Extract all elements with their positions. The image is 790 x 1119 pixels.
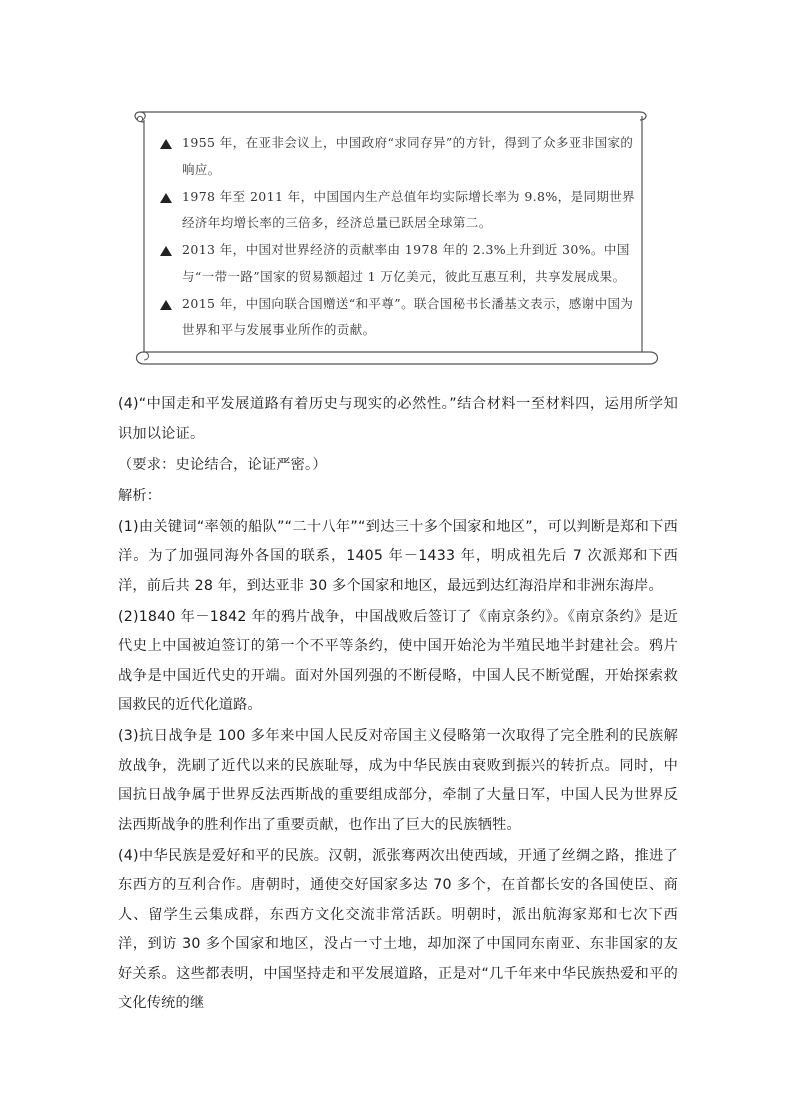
scroll-item (158, 291, 636, 344)
question-requirement: （要求：史论结合，论证严密。） (118, 456, 327, 473)
analysis-heading: 解析： (118, 487, 162, 504)
analysis-paragraph: (4)中华民族是爱好和平的民族。汉朝，派张骞两次出使西域，开通了丝绸之路，推进了东西方的互利合作。唐朝时，通使交好国家多达 70 多个，在首都长安的各国使臣、商人、留学生云集成群，东西方文化交流非常活跃。明朝时，派出航海家郑和七次下西洋，到访 30 多个国家和地区，没占一寸土地，却加深了中国同东南亚、东非国家的友好关系。这些都表明，中国坚持走和平发展道路，正是对“几千年来中华民族热爱和平的文化传统的继 (118, 847, 678, 1011)
scroll-item (158, 184, 636, 237)
material-scroll-box (130, 108, 660, 370)
triangle-bullet-icon (160, 300, 172, 310)
scroll-item-text: 1978 年至 2011 年，中国国内生产总值年均实际增长率为 9.8%，是同期世界经济年均增长率的三倍多，经济总量已跃居全球第二。 (182, 188, 636, 230)
scroll-item-text: 2013 年，中国对世界经济的贡献率由 1978 年的 2.3%上升到近 30%。中国与“一带一路”国家的贸易额超过 1 万亿美元，彼此互惠互利，共享发展成果。 (182, 242, 630, 284)
scroll-item (158, 237, 636, 290)
question-prompt: (4)“中国走和平发展道路有着历史与现实的必然性。”结合材料一至材料四，运用所学知识加以论证。 (118, 396, 678, 442)
scroll-item (158, 130, 636, 183)
analysis-paragraph: (1)由关键词“率领的船队”“二十八年”“到达三十多个国家和地区”，可以判断是郑和下西洋。为了加强同海外各国的联系，1405 年－1433 年，明成祖先后 7 次派郑和下西洋，前后共 28 年，到达亚非 30 多个国家和地区，最远到达红海沿岸和非洲东海岸。 (118, 518, 678, 594)
analysis-paragraph: (2)1840 年－1842 年的鸦片战争，中国战败后签订了《南京条约》。《南京条约》是近代史上中国被迫签订的第一个不平等条约，使中国开始沦为半殖民地半封建社会。鸦片战争是中国近代史的开端。面对外国列强的不断侵略，中国人民不断觉醒，开始探索救国救民的近代化道路。 (118, 608, 678, 713)
scroll-item-text: 1955 年，在亚非会议上，中国政府“求同存异”的方针，得到了众多亚非国家的响应。 (182, 135, 634, 177)
triangle-bullet-icon (160, 193, 172, 203)
analysis-paragraph: (3)抗日战争是 100 多年来中国人民反对帝国主义侵略第一次取得了完全胜利的民族解放战争，洗刷了近代以来的民族耻辱，成为中华民族由衰败到振兴的转折点。同时，中国抗日战争属于世界反法西斯战的重要组成部分，牵制了大量日军，中国人民为世界反法西斯战争的胜利作出了重要贡献，也作出了巨大的民族牺牲。 (118, 728, 678, 833)
scroll-item-text: 2015 年，中国向联合国赠送“和平尊”。联合国秘书长潘基文表示，感谢中国为世界和平与发展事业所作的贡献。 (182, 295, 634, 337)
scroll-item-list (158, 130, 636, 344)
triangle-bullet-icon (160, 246, 172, 256)
triangle-bullet-icon (160, 139, 172, 149)
main-content (118, 390, 678, 1020)
